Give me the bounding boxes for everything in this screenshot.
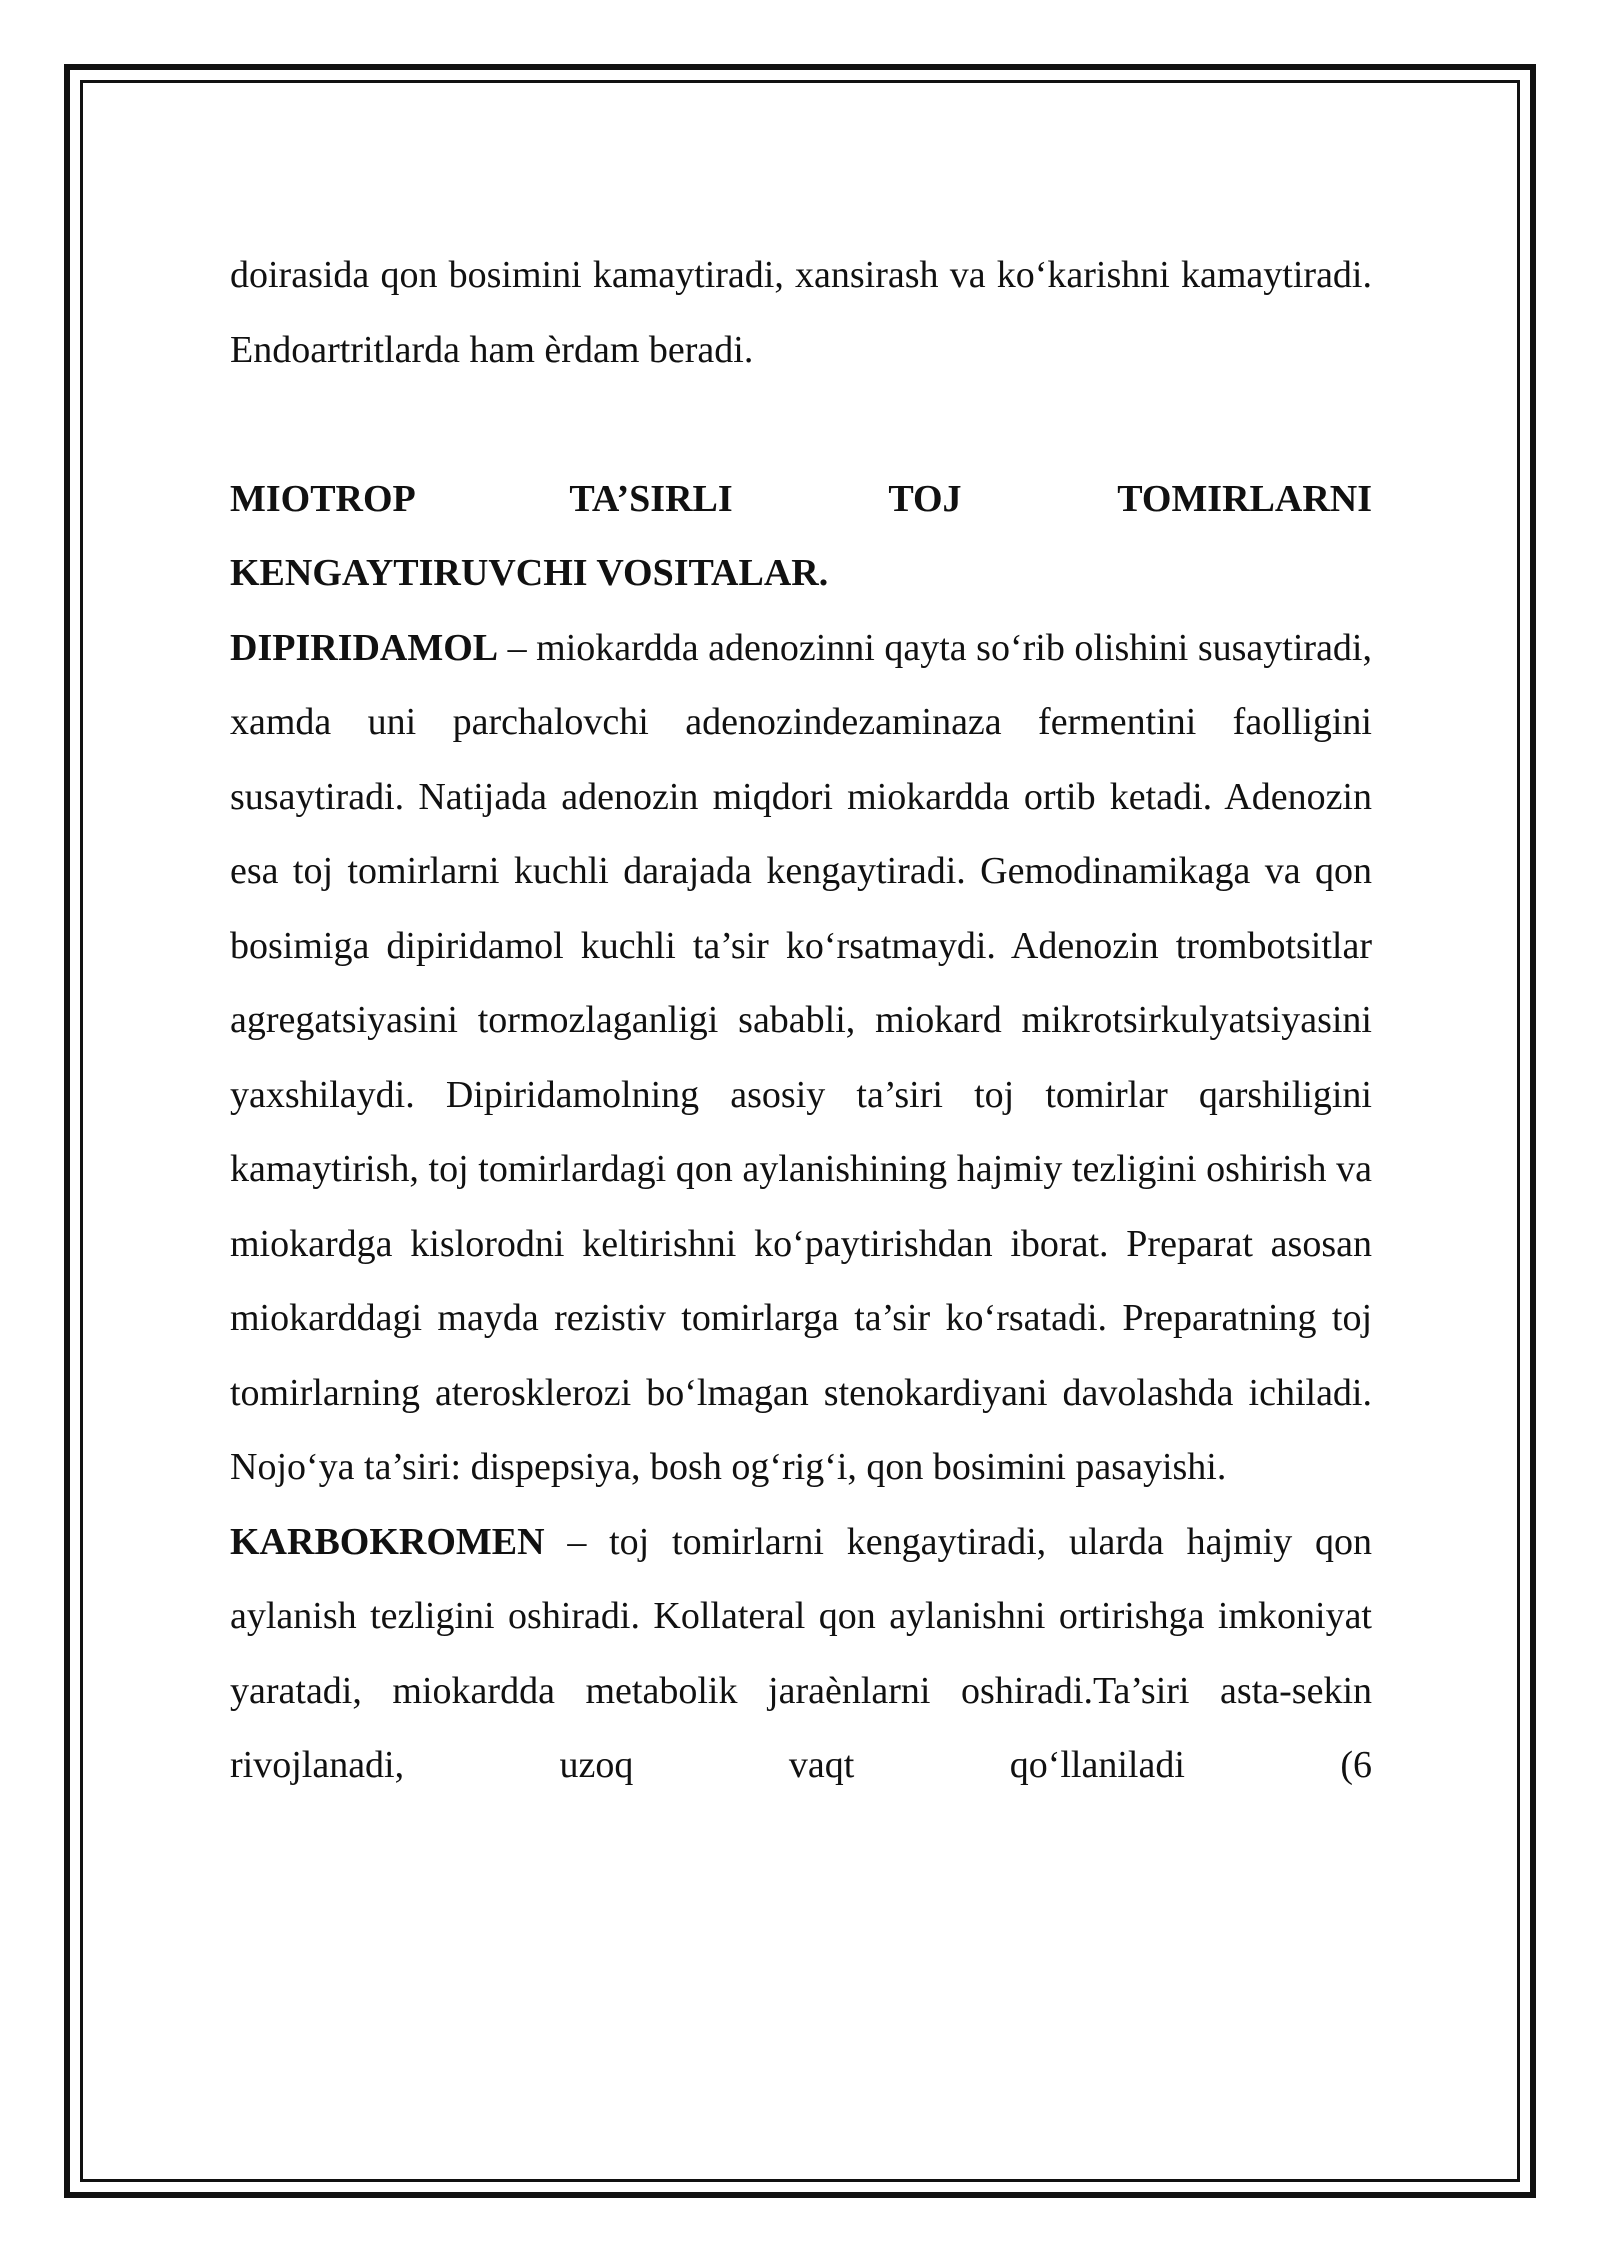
karbokromen-paragraph <box>230 1505 1372 1803</box>
section-heading-line-1: MIOTROP TA’SIRLI TOJ TOMIRLARNI <box>230 477 1372 520</box>
karbokromen-text: – toj tomirlarni kengaytiradi, ularda hajmiy qon aylanish tezligini oshiradi. Kollateral qon aylanishni ortirishga imkoniyat yaratadi, miokardda metabolik jaraènlarni oshiradi.Ta’siri asta-sekin rivojlanadi, uzoq vaqt qo‘llaniladi (6 <box>230 1520 1372 1786</box>
dipiridamol-paragraph <box>230 611 1372 1505</box>
karbokromen-term: KARBOKROMEN <box>230 1520 545 1563</box>
section-heading-line-2: KENGAYTIRUVCHI VOSITALAR. <box>230 552 829 594</box>
dipiridamol-text: – miokardda adenozinni qayta so‘rib olishini susaytiradi, xamda uni parchalovchi adenozindezaminaza fermentini faolligini susaytiradi. Natijada adenozin miqdori miokardda ortib ketadi. Adenozin esa toj tomirlarni kuchli darajada kengaytiradi. Gemodinamikaga va qon bosimiga dipiridamol kuchli ta’sir ko‘rsatmaydi. Adenozin trombotsitlar agregatsiyasini tormozlaganligi sababli, miokard mikrotsirkulyatsiyasini yaxshilaydi. Dipiridamolning asosiy ta’siri toj tomirlar qarshiligini kamaytirish, toj tomirlardagi qon aylanishining hajmiy tezligini oshirish va miokardga kislorodni keltirishni ko‘paytirishdan iborat. Preparat asosan miokarddagi mayda rezistiv tomirlarga ta’sir ko‘rsatadi. Preparatning toj tomirlarning aterosklerozi bo‘lmagan stenokardiyani davolashda ichiladi. Nojo‘ya ta’siri: dispepsiya, bosh og‘rig‘i, qon bosimini pasayishi. <box>230 626 1372 1488</box>
dipiridamol-term: DIPIRIDAMOL <box>230 626 499 669</box>
page-content <box>230 238 1372 1803</box>
intro-paragraph: doirasida qon bosimini kamaytiradi, xansirash va ko‘karishni kamaytiradi. Endoartritlarda ham èrdam beradi. <box>230 254 1372 371</box>
paragraph-spacer <box>230 387 1372 462</box>
